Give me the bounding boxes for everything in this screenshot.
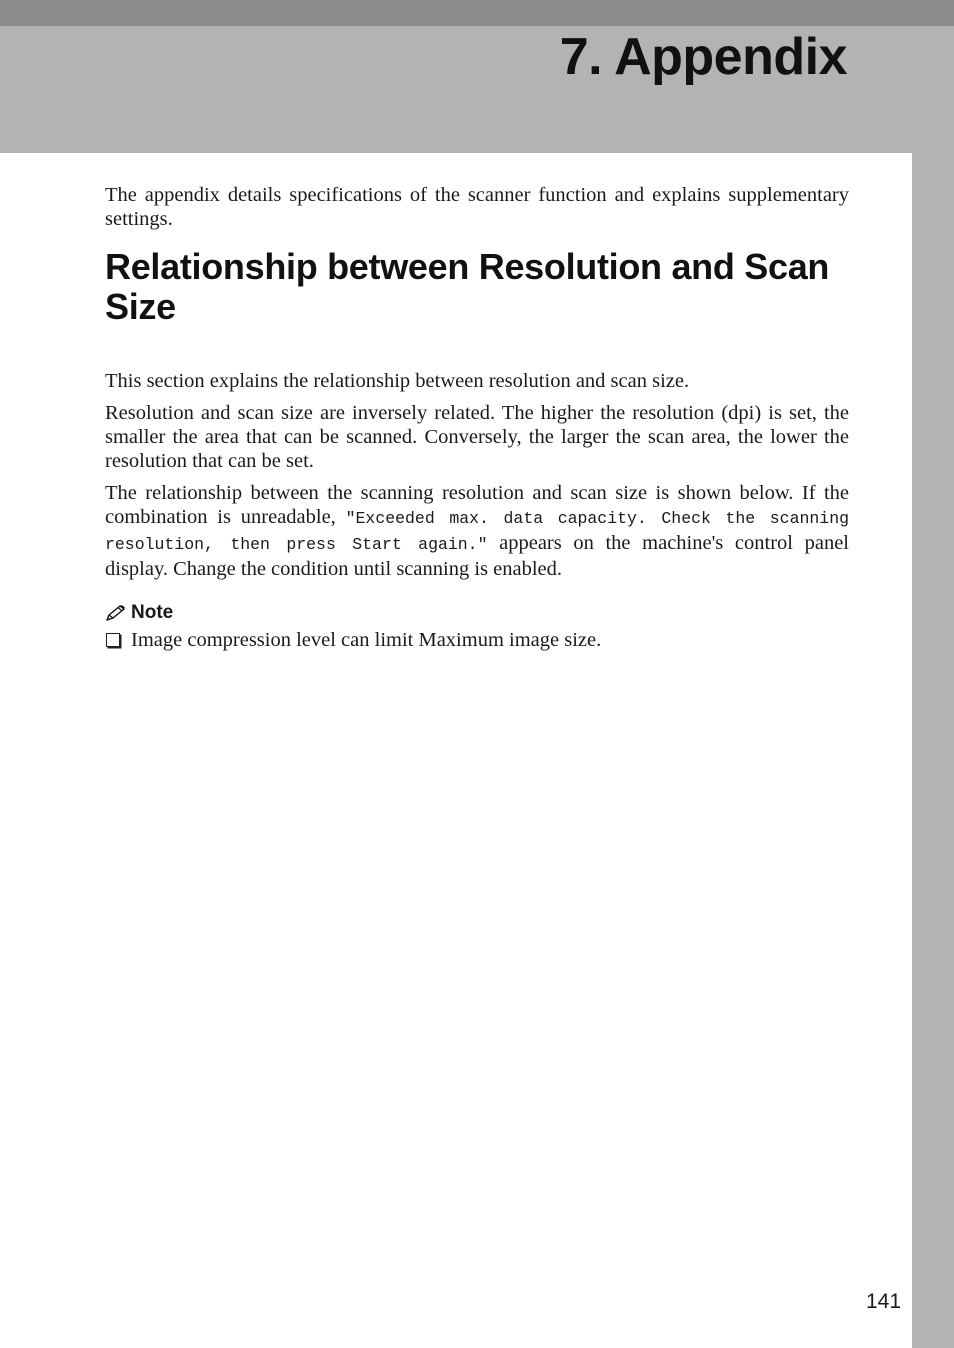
note-item	[105, 628, 849, 652]
page-edge-tab	[912, 153, 954, 1348]
intro-paragraph: The appendix details specifications of the scanner function and explains supplementary settings.	[105, 184, 849, 230]
section-paragraph-3	[105, 481, 849, 581]
section-heading: Relationship between Resolution and Scan Size	[105, 246, 830, 327]
section-paragraph-1: This section explains the relationship between resolution and scan size.	[105, 370, 690, 392]
chapter-title: 7. Appendix	[559, 28, 847, 86]
note-heading	[105, 601, 849, 625]
note-label: Note	[131, 602, 174, 623]
paragraph-3-tail: appears on the machine's control panel display. Change the condition until scanning is enabled.	[105, 532, 849, 580]
paragraph-3-lead: The relationship between the scanning resolution and scan size is shown below. If the combination is unreadable,	[105, 482, 849, 528]
error-message-text: "Exceeded max. data capacity. Check the scanning resolution, then press Start again."	[105, 509, 849, 554]
page-content	[105, 183, 849, 652]
section-paragraph-2: Resolution and scan size are inversely related. The higher the resolution (dpi) is set, the smaller the area that can be scanned. Conversely, the larger the scan area, the lower the resolution that can be set.	[105, 402, 849, 472]
note-item-text: Image compression level can limit Maximum image size.	[131, 629, 602, 651]
pencil-icon	[105, 604, 127, 622]
header-top-strip	[0, 0, 954, 26]
page-number: 141	[866, 1290, 902, 1313]
checkbox-icon	[106, 633, 120, 647]
